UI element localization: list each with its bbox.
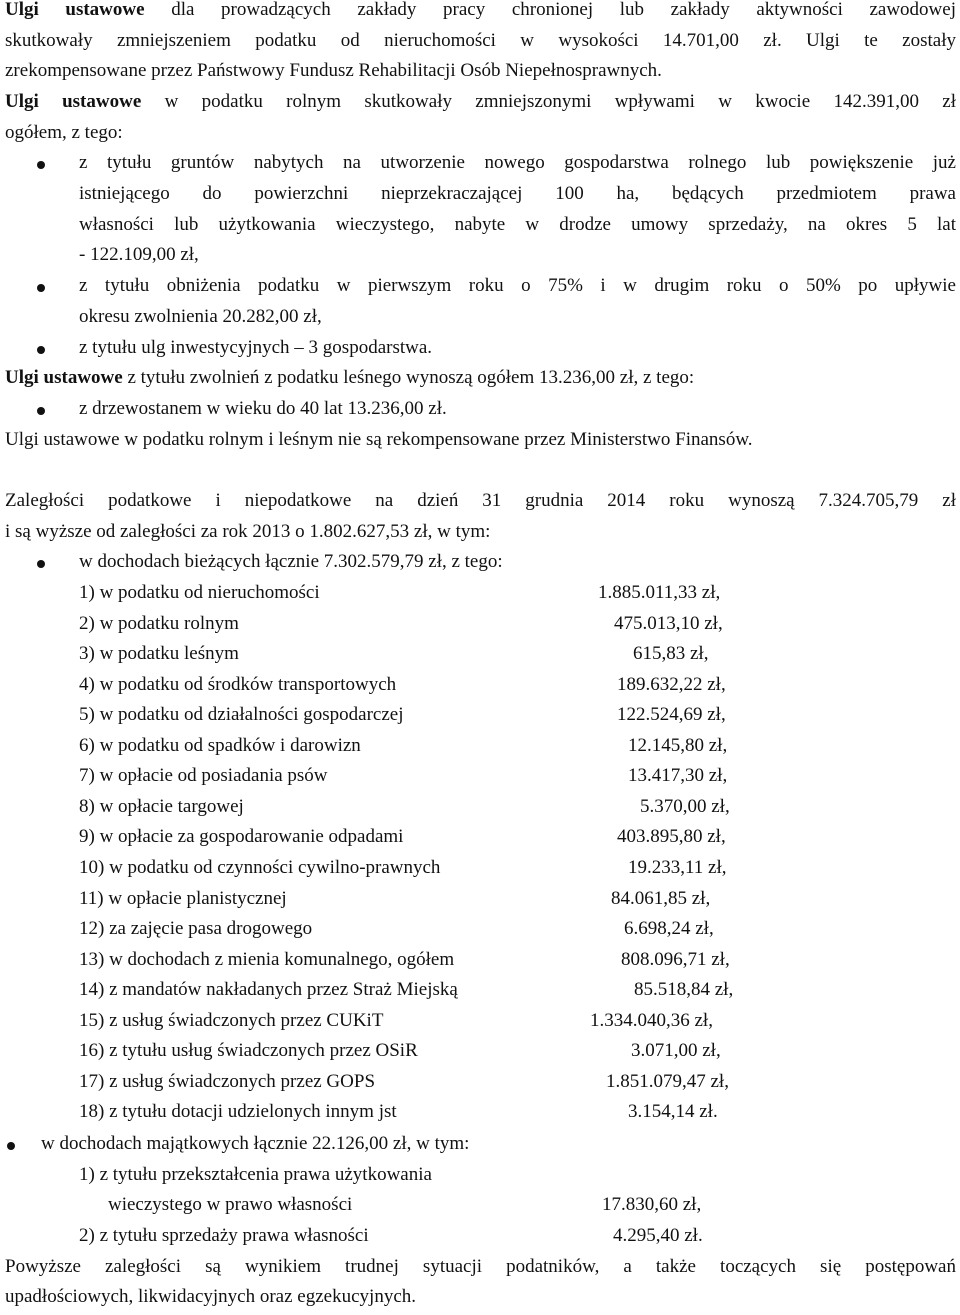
- bullet-icon: [7, 1142, 15, 1150]
- current-item-label: 12) za zajęcie pasa drogowego: [79, 918, 313, 940]
- property-item-label: 2) z tytułu sprzedaży prawa własności: [79, 1225, 369, 1246]
- paragraph-5-line-2: i są wyższe od zaległości za rok 2013 o 1.802.627,53 zł, w tym:: [5, 521, 491, 542]
- current-item-amount: 12.145,80 zł,: [628, 734, 728, 756]
- current-item-label: 1) w podatku od nieruchomości: [79, 582, 320, 603]
- paragraph-2-line-2: ogółem, z tego:: [5, 122, 123, 143]
- current-item-amount: 85.518,84 zł,: [634, 979, 734, 1001]
- current-item-amount: 13.417,30 zł,: [628, 765, 728, 787]
- current-item-label: 2) w podatku rolnym: [79, 612, 239, 634]
- bullet-icon: [37, 161, 45, 169]
- paragraph-3-line-1: Ulgi ustawowe z tytułu zwolnień z podatku leśnego wynoszą ogółem 13.236,00 zł, z tego:: [5, 367, 695, 388]
- current-item-label: 14) z mandatów nakładanych przez Straż Miejską: [79, 979, 458, 1001]
- property-item-amount: 17.830,60 zł,: [602, 1194, 702, 1215]
- current-item-label: 15) z usług świadczonych przez CUKiT: [79, 1009, 384, 1031]
- bullet-text: z tytułu ulg inwestycyjnych – 3 gospodarstwa.: [79, 337, 433, 358]
- paragraph-1-line-1: Ulgi ustawowe dla prowadzących zakłady pracy chronionej lub zakłady aktywności zawodowej: [5, 0, 956, 20]
- current-item-label: 17) z usług świadczonych przez GOPS: [79, 1070, 376, 1092]
- current-item-amount: 19.233,11 zł,: [628, 856, 727, 878]
- paragraph-1-line-3: zrekompensowane przez Państwowy Fundusz Rehabilitacji Osób Niepełnosprawnych.: [5, 60, 662, 81]
- bullet-text: z tytułu obniżenia podatku w pierwszym roku o 75% i w drugim roku o 50% po upływie: [79, 275, 956, 296]
- paragraph-2-line-1: Ulgi ustawowe w podatku rolnym skutkowały zmniejszonymi wpływami w kwocie 142.391,00 zł: [5, 91, 956, 112]
- current-item-amount: 122.524,69 zł,: [617, 704, 726, 726]
- current-item-amount: 1.885.011,33 zł,: [598, 582, 721, 603]
- bullet-text: własności lub użytkowania wieczystego, nabyte w drodze umowy sprzedaży, na okres 5 lat: [79, 214, 956, 235]
- property-item-label: 1) z tytułu przekształcenia prawa użytkowania: [79, 1164, 432, 1185]
- bullet-text: z drzewostanem w wieku do 40 lat 13.236,00 zł.: [79, 398, 447, 419]
- current-item-label: 11) w opłacie planistycznej: [79, 887, 287, 909]
- property-item-amount: 4.295,40 zł.: [613, 1225, 703, 1246]
- current-item-amount: 475.013,10 zł,: [614, 612, 723, 634]
- current-item-amount: 1.851.079,47 zł,: [606, 1070, 729, 1092]
- bullet-text: okresu zwolnienia 20.282,00 zł,: [79, 306, 322, 327]
- current-income-heading: w dochodach bieżących łącznie 7.302.579,79 zł, z tego:: [79, 551, 503, 572]
- current-item-amount: 403.895,80 zł,: [617, 826, 726, 848]
- current-item-label: 18) z tytułu dotacji udzielonych innym jst: [79, 1101, 397, 1123]
- paragraph-6-line-1: Powyższe zaległości są wynikiem trudnej sytuacji podatników, a także toczących się postępowań: [5, 1256, 956, 1277]
- current-item-amount: 1.334.040,36 zł,: [590, 1009, 713, 1031]
- current-item-amount: 615,83 zł,: [633, 643, 709, 665]
- current-item-amount: 84.061,85 zł,: [611, 887, 711, 909]
- current-item-amount: 3.154,14 zł.: [628, 1101, 718, 1123]
- property-item-label: wieczystego w prawo własności: [108, 1194, 353, 1215]
- current-item-label: 5) w podatku od działalności gospodarczej: [79, 704, 404, 726]
- bullet-icon: [37, 560, 45, 568]
- paragraph-4: Ulgi ustawowe w podatku rolnym i leśnym nie są rekompensowane przez Ministerstwo Finansów.: [5, 429, 753, 450]
- current-item-label: 7) w opłacie od posiadania psów: [79, 765, 328, 787]
- current-item-amount: 189.632,22 zł,: [617, 673, 726, 695]
- bullet-text: z tytułu gruntów nabytych na utworzenie nowego gospodarstwa rolnego lub powiększenie już: [79, 152, 956, 173]
- bullet-icon: [37, 284, 45, 292]
- current-item-label: 8) w opłacie targowej: [79, 795, 244, 817]
- bullet-icon: [37, 346, 45, 354]
- bullet-text: istniejącego do powierzchni nieprzekraczającej 100 ha, będących przedmiotem prawa: [79, 183, 956, 204]
- current-item-label: 6) w podatku od spadków i darowizn: [79, 734, 361, 756]
- current-item-label: 16) z tytułu usług świadczonych przez OSiR: [79, 1040, 418, 1062]
- paragraph-6-line-2: upadłościowych, likwidacyjnych oraz egzekucyjnych.: [5, 1286, 416, 1307]
- current-item-amount: 5.370,00 zł,: [640, 795, 730, 817]
- paragraph-5-line-1: Zaległości podatkowe i niepodatkowe na dzień 31 grudnia 2014 roku wynoszą 7.324.705,79 zł: [5, 490, 956, 511]
- property-income-heading: w dochodach majątkowych łącznie 22.126,00 zł, w tym:: [41, 1133, 470, 1154]
- current-item-amount: 3.071,00 zł,: [631, 1040, 721, 1062]
- current-item-label: 13) w dochodach z mienia komunalnego, ogółem: [79, 948, 455, 970]
- current-item-label: 10) w podatku od czynności cywilno-prawnych: [79, 856, 441, 878]
- paragraph-1-line-2: skutkowały zmniejszeniem podatku od nieruchomości w wysokości 14.701,00 zł. Ulgi te zostały: [5, 30, 956, 51]
- current-item-label: 4) w podatku od środków transportowych: [79, 673, 397, 695]
- current-item-label: 9) w opłacie za gospodarowanie odpadami: [79, 826, 404, 848]
- bullet-text: - 122.109,00 zł,: [79, 244, 199, 265]
- current-item-label: 3) w podatku leśnym: [79, 643, 239, 665]
- bullet-icon: [37, 407, 45, 415]
- current-item-amount: 808.096,71 zł,: [621, 948, 730, 970]
- current-item-amount: 6.698,24 zł,: [624, 918, 714, 940]
